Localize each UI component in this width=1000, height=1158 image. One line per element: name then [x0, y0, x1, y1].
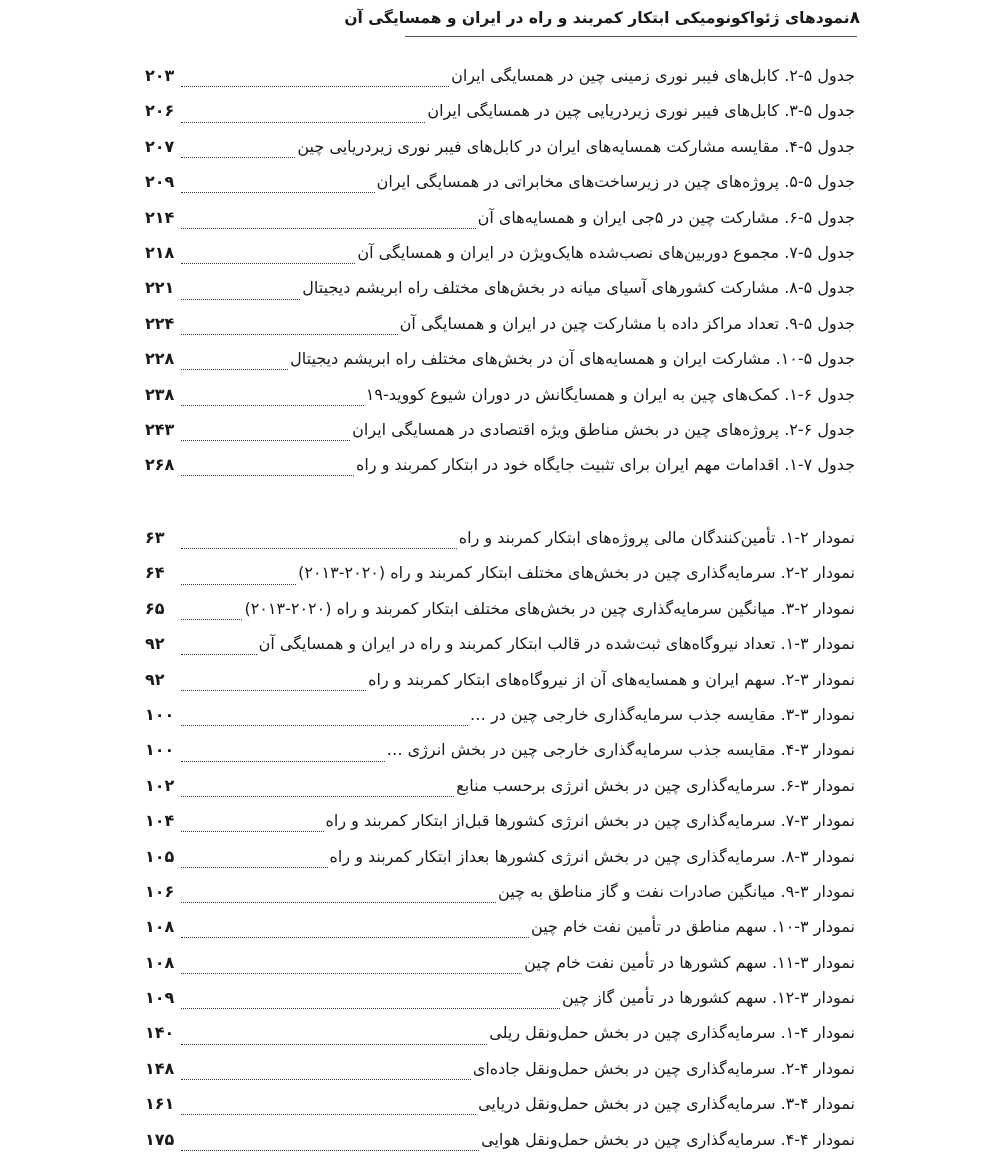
entry-page-number: ۶۴	[145, 563, 165, 583]
entry-label: جدول ۵-۷. مجموع دوربین‌های نصب‌شده هایک‌ویژن در ایران و همسایگی آن	[357, 242, 855, 262]
dot-leader	[181, 249, 355, 264]
entry-label: جدول ۵-۳. کابل‌های فیبر نوری زیردریایی چین در همسایگی ایران	[427, 101, 855, 121]
entry-page-number: ۱۰۵	[145, 846, 175, 866]
chart-entry	[145, 697, 855, 732]
entry-label: جدول ۶-۱. کمک‌های چین به ایران و همسایگانش در دوران شیوع کووید-۱۹	[365, 384, 855, 404]
chart-entry	[145, 874, 855, 909]
dot-leader	[181, 711, 468, 726]
dot-leader	[181, 426, 350, 441]
chart-entry	[145, 909, 855, 944]
dot-leader	[181, 959, 522, 974]
entry-label: نمودار ۴-۴. سرمایه‌گذاری چین در بخش حمل‌ونقل هوایی	[481, 1129, 855, 1149]
dot-leader	[181, 888, 496, 903]
entry-label: نمودار ۳-۱۰. سهم مناطق در تأمین نفت خام چین	[531, 917, 855, 937]
entry-page-number: ۲۱۴	[145, 207, 175, 227]
chart-entry	[145, 1086, 855, 1121]
entry-page-number: ۲۱۸	[145, 242, 175, 262]
dot-leader	[181, 320, 398, 335]
entry-label: نمودار ۲-۳. میانگین سرمایه‌گذاری چین در بخش‌های مختلف ابتکار کمربند و راه (۲۰۲۰-۲۰۱۳)	[244, 598, 855, 618]
entry-page-number: ۱۷۵	[145, 1129, 175, 1149]
entry-page-number: ۱۴۸	[145, 1058, 175, 1078]
dot-leader	[181, 214, 476, 229]
entry-label: جدول ۵-۹. تعداد مراکز داده با مشارکت چین در ایران و همسایگی آن	[399, 313, 855, 333]
entry-label: جدول ۵-۲. کابل‌های فیبر نوری زمینی چین در همسایگی ایران	[451, 66, 855, 85]
entry-page-number: ۱۰۶	[145, 881, 175, 901]
dot-leader	[181, 570, 296, 585]
dot-leader	[181, 391, 364, 406]
dot-leader	[181, 285, 300, 300]
entry-page-number: ۱۰۹	[145, 988, 175, 1008]
table-entry	[145, 93, 855, 128]
dot-leader	[181, 108, 425, 123]
table-entry	[145, 235, 855, 270]
entry-label: نمودار ۴-۳. سرمایه‌گذاری چین در بخش حمل‌ونقل دریایی	[478, 1094, 855, 1114]
entry-label: نمودار ۳-۱. تعداد نیروگاه‌های ثبت‌شده در قالب ابتکار کمربند و راه در ایران و همسایگی آن	[258, 634, 855, 654]
entry-label: نمودار ۳-۳. مقایسه جذب سرمایه‌گذاری خارجی چین در …	[469, 704, 855, 724]
chart-entry	[145, 662, 855, 697]
table-entry	[145, 447, 855, 482]
dot-leader	[181, 72, 449, 87]
entry-page-number: ۶۳	[145, 528, 165, 547]
dot-leader	[181, 605, 242, 620]
entry-page-number: ۲۴۳	[145, 419, 175, 439]
entry-page-number: ۱۰۴	[145, 811, 175, 831]
entry-page-number: ۲۲۴	[145, 313, 175, 333]
dot-leader	[181, 994, 560, 1009]
chart-entry	[145, 945, 855, 980]
table-entry	[145, 58, 855, 93]
dot-leader	[181, 853, 328, 868]
chart-entry	[145, 1051, 855, 1086]
chart-entry	[145, 732, 855, 767]
entry-label: جدول ۶-۲. پروژه‌های چین در بخش مناطق ویژه اقتصادی در همسایگی ایران	[352, 419, 855, 439]
running-title: نمودهای ژئواکونومیکی ابتکار کمربند و راه در ایران و همسایگی آن	[344, 9, 850, 27]
dot-leader	[181, 143, 295, 158]
entry-label: نمودار ۴-۲. سرمایه‌گذاری چین در بخش حمل‌ونقل جاده‌ای	[472, 1058, 855, 1078]
entry-page-number: ۱۰۰	[145, 704, 175, 724]
entry-label: جدول ۵-۴. مقایسه مشارکت همسایه‌های ایران در کابل‌های فیبر نوری زیردریایی چین	[297, 136, 855, 156]
running-header	[344, 4, 860, 32]
entry-label: نمودار ۳-۸. سرمایه‌گذاری چین در بخش انرژی کشورها بعداز ابتکار کمربند و راه	[329, 846, 855, 866]
entry-label: نمودار ۴-۱. سرمایه‌گذاری چین در بخش حمل‌ونقل ریلی	[489, 1023, 855, 1043]
entry-page-number: ۲۲۱	[145, 278, 175, 298]
dot-leader	[181, 1030, 487, 1045]
entry-page-number: ۶۵	[145, 598, 165, 618]
dot-leader	[181, 817, 324, 832]
dot-leader	[181, 676, 366, 691]
entry-label: نمودار ۳-۱۱. سهم کشورها در تأمین نفت خام چین	[524, 952, 855, 972]
entry-label: نمودار ۳-۷. سرمایه‌گذاری چین در بخش انرژی کشورها قبل‌از ابتکار کمربند و راه	[325, 811, 855, 831]
entry-page-number: ۲۳۸	[145, 384, 175, 404]
chart-entry	[145, 555, 855, 590]
entry-label: جدول ۷-۱. اقدامات مهم ایران برای تثبیت جایگاه خود در ابتکار کمربند و راه	[356, 455, 855, 475]
chart-entry	[145, 839, 855, 874]
table-entry	[145, 341, 855, 376]
chart-entry	[145, 520, 855, 555]
entry-label: جدول ۵-۸. مشارکت کشورهای آسیای میانه در بخش‌های مختلف راه ابریشم دیجیتال	[302, 278, 855, 298]
entry-label: نمودار ۳-۹. میانگین صادرات نفت و گاز مناطق به چین	[498, 881, 855, 901]
chart-entry	[145, 626, 855, 661]
chart-entry	[145, 1015, 855, 1050]
entry-page-number: ۲۰۳	[145, 66, 175, 85]
table-entry	[145, 164, 855, 199]
dot-leader	[181, 782, 454, 797]
entry-label: نمودار ۳-۱۲. سهم کشورها در تأمین گاز چین	[561, 988, 855, 1008]
chart-entry	[145, 803, 855, 838]
dot-leader	[181, 1136, 479, 1151]
dot-leader	[181, 461, 354, 476]
entry-page-number: ۱۰۲	[145, 775, 175, 795]
entry-page-number: ۱۴۰	[145, 1023, 175, 1043]
table-entry	[145, 377, 855, 412]
entry-page-number: ۱۰۰	[145, 740, 175, 760]
dot-leader	[181, 923, 529, 938]
entry-label: نمودار ۳-۴. مقایسه جذب سرمایه‌گذاری خارجی چین در بخش انرژی …	[386, 740, 855, 760]
entry-label: نمودار ۳-۶. سرمایه‌گذاری چین در بخش انرژی برحسب منابع	[456, 775, 855, 795]
chart-entry	[145, 591, 855, 626]
entry-page-number: ۱۰۸	[145, 952, 175, 972]
dot-leader	[181, 1065, 471, 1080]
entry-page-number: ۲۰۷	[145, 136, 175, 156]
entry-page-number: ۲۰۶	[145, 101, 175, 121]
tables-list	[145, 58, 855, 483]
entry-label: نمودار ۳-۲. سهم ایران و همسایه‌های آن از نیروگاه‌های ابتکار کمربند و راه	[368, 669, 855, 689]
table-entry	[145, 412, 855, 447]
entry-page-number: ۱۰۸	[145, 917, 175, 937]
entry-page-number: ۹۲	[145, 669, 165, 689]
table-entry	[145, 129, 855, 164]
entry-page-number: ۲۲۸	[145, 349, 175, 369]
entry-page-number: ۲۰۹	[145, 172, 175, 192]
entry-page-number: ۲۶۸	[145, 455, 175, 475]
entry-label: جدول ۵-۵. پروژه‌های چین در زیرساخت‌های مخابراتی در همسایگی ایران	[376, 172, 855, 192]
table-entry	[145, 306, 855, 341]
dot-leader	[181, 747, 385, 762]
dot-leader	[181, 1100, 476, 1115]
dot-leader	[181, 178, 375, 193]
dot-leader	[181, 640, 257, 655]
page-number: ۸	[849, 8, 860, 28]
table-entry	[145, 200, 855, 235]
chart-entry	[145, 980, 855, 1015]
table-entry	[145, 270, 855, 305]
charts-list	[145, 520, 855, 1157]
entry-label: نمودار ۲-۲. سرمایه‌گذاری چین در بخش‌های مختلف ابتکار کمربند و راه (۲۰۲۰-۲۰۱۳)	[298, 563, 855, 583]
dot-leader	[181, 355, 288, 370]
entry-label: جدول ۵-۱۰. مشارکت ایران و همسایه‌های آن در بخش‌های مختلف راه ابریشم دیجیتال	[290, 349, 855, 369]
entry-page-number: ۹۲	[145, 634, 165, 654]
entry-label: نمودار ۲-۱. تأمین‌کنندگان مالی پروژه‌های ابتکار کمربند و راه	[458, 528, 855, 547]
entry-label: جدول ۵-۶. مشارکت چین در ۵جی ایران و همسایه‌های آن	[477, 207, 855, 227]
chart-entry	[145, 1122, 855, 1157]
chart-entry	[145, 768, 855, 803]
entry-page-number: ۱۶۱	[145, 1094, 175, 1114]
dot-leader	[181, 534, 457, 549]
header-rule	[405, 36, 857, 37]
